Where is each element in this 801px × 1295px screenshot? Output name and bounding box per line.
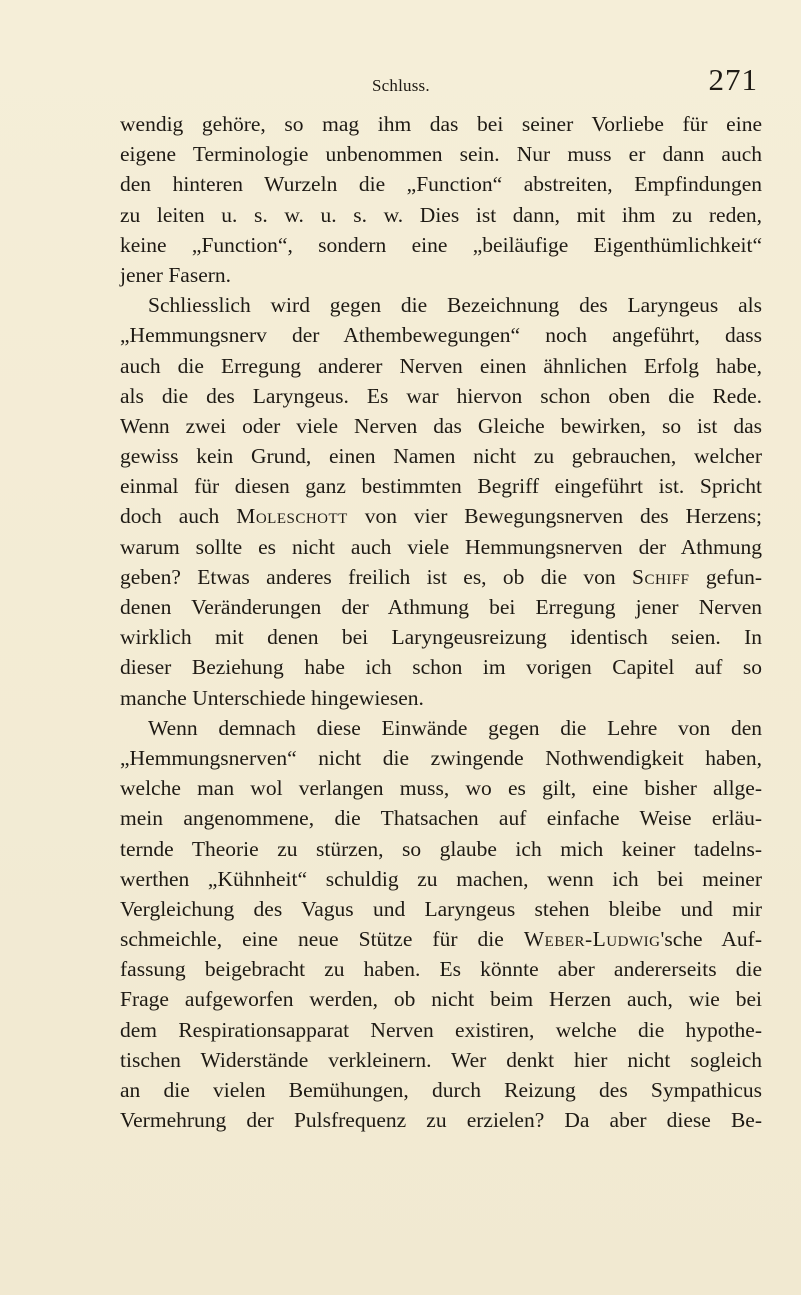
- text-line: gewiss kein Grund, einen Namen nicht zu gebrauchen, welcher: [120, 444, 762, 469]
- text-line: dieser Beziehung habe ich schon im vorigen Capitel auf so: [120, 655, 762, 680]
- text-line: fassung beigebracht zu haben. Es könnte aber andererseits die: [120, 957, 762, 982]
- text-line: an die vielen Bemühungen, durch Reizung des Sympathicus: [120, 1078, 762, 1102]
- text-line: wendig gehöre, so mag ihm das bei seiner Vorliebe für eine: [120, 112, 762, 136]
- text-line: auch die Erregung anderer Nerven einen ähnlichen Erfolg habe,: [120, 353, 762, 378]
- text-line: doch auch Moleschott von vier Bewegungsnerven des Herzens;: [120, 504, 762, 529]
- author-name: Moleschott: [236, 504, 348, 529]
- running-head: Schluss.: [372, 76, 430, 95]
- text-line: einmal für diesen ganz bestimmten Begriff eingeführt ist. Spricht: [120, 474, 762, 499]
- text-line: zu leiten u. s. w. u. s. w. Dies ist dann, mit ihm zu reden,: [120, 202, 762, 227]
- page-number: 271: [708, 62, 758, 97]
- text-line: Schliesslich wird gegen die Bezeichnung des Laryngeus als: [148, 293, 762, 318]
- text-line: tischen Widerstände verkleinern. Wer denkt hier nicht sogleich: [120, 1047, 762, 1072]
- text-line: warum sollte es nicht auch viele Hemmungsnerven der Athmung: [120, 534, 762, 559]
- text-line: schmeichle, eine neue Stütze für die Weber-Ludwig'sche Auf-: [120, 927, 762, 952]
- text-line: als die des Laryngeus. Es war hiervon schon oben die Rede.: [120, 383, 762, 408]
- author-name: Weber-Ludwig: [523, 927, 661, 952]
- text-line: jener Fasern.: [120, 262, 232, 287]
- body-text: [120, 109, 762, 1135]
- text-line: Wenn demnach diese Einwände gegen die Lehre von den: [148, 715, 762, 740]
- text-line: dem Respirationsapparat Nerven existiren, welche die hypothe-: [120, 1017, 762, 1042]
- page-header: [120, 62, 762, 106]
- text-line: Vermehrung der Pulsfrequenz zu erzielen? Da aber diese Be-: [120, 1108, 762, 1133]
- text-line: Wenn zwei oder viele Nerven das Gleiche bewirken, so ist das: [120, 413, 762, 438]
- text-line: welche man wol verlangen muss, wo es gilt, eine bisher allge-: [120, 776, 762, 801]
- text-line: eigene Terminologie unbenommen sein. Nur muss er dann auch: [120, 142, 762, 167]
- text-line: den hinteren Wurzeln die „Function“ abstreiten, Empfindungen: [120, 172, 762, 197]
- text-line: wirklich mit denen bei Laryngeusreizung identisch seien. In: [120, 625, 762, 650]
- text-line: „Hemmungsnerv der Athembewegungen“ noch angeführt, dass: [120, 323, 762, 348]
- text-line: ternde Theorie zu stürzen, so glaube ich mich keiner tadelns-: [120, 836, 762, 861]
- text-line: manche Unterschiede hingewiesen.: [120, 685, 424, 710]
- text-line: mein angenommene, die Thatsachen auf einfache Weise erläu-: [120, 806, 762, 831]
- text-line: keine „Function“, sondern eine „beiläufige Eigenthümlichkeit“: [120, 232, 762, 257]
- text-line: geben? Etwas anderes freilich ist es, ob die von Schiff gefun-: [120, 564, 762, 589]
- text-line: Frage aufgeworfen werden, ob nicht beim Herzen auch, wie bei: [120, 987, 762, 1012]
- author-name: Schiff: [632, 564, 690, 589]
- text-line: werthen „Kühnheit“ schuldig zu machen, wenn ich bei meiner: [120, 866, 762, 891]
- text-line: denen Veränderungen der Athmung bei Erregung jener Nerven: [120, 595, 762, 619]
- text-line: „Hemmungsnerven“ nicht die zwingende Nothwendigkeit haben,: [120, 745, 762, 770]
- text-line: Vergleichung des Vagus und Laryngeus stehen bleibe und mir: [120, 896, 762, 921]
